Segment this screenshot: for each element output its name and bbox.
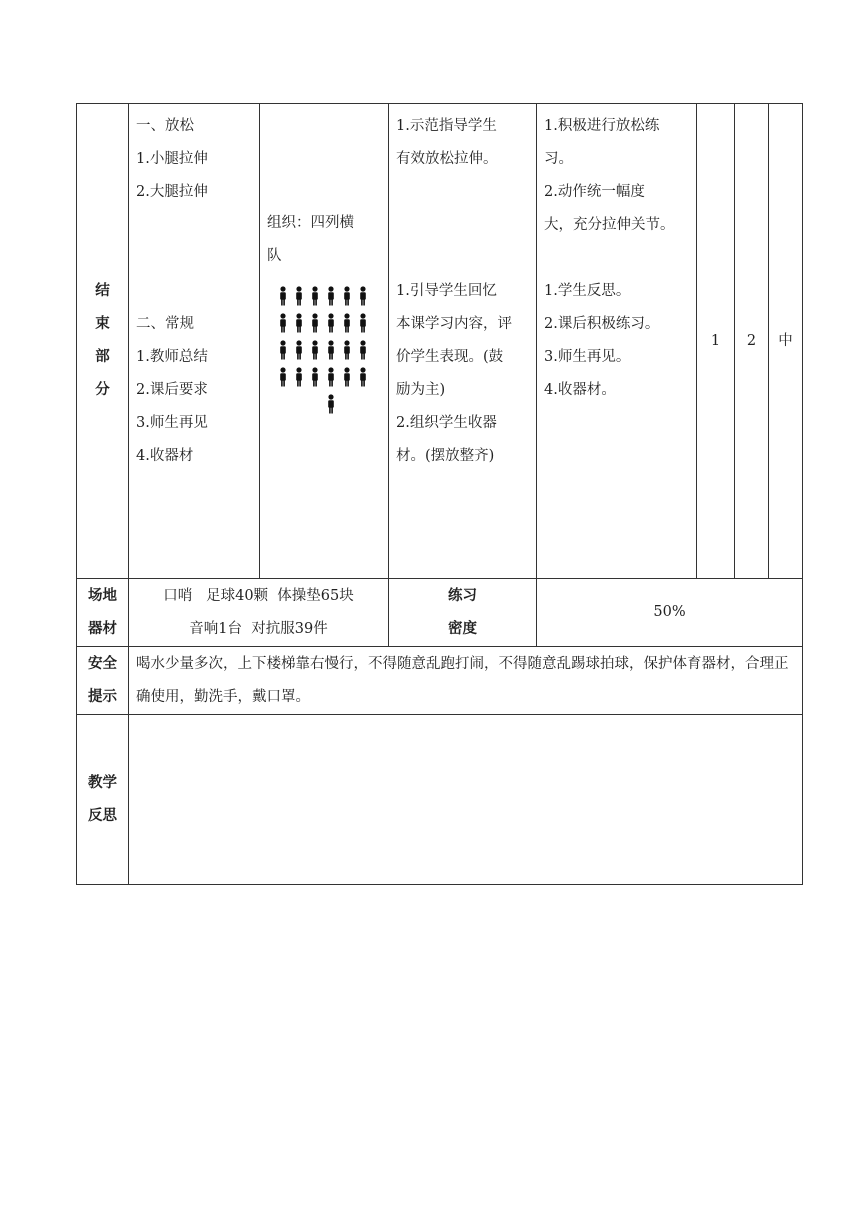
teacher-line: 1.引导学生回忆 xyxy=(396,283,497,299)
content-line: 二、常规 xyxy=(136,316,194,332)
content-line: 3.师生再见 xyxy=(136,415,208,431)
student-line: 习。 xyxy=(544,151,573,167)
student-activity-cell xyxy=(537,104,697,579)
person-figure-icon xyxy=(342,367,352,400)
teacher-line: 价学生表现。(鼓 xyxy=(396,349,504,365)
person-figure-icon xyxy=(310,367,320,400)
equipment-items: 口哨 足球40颗 体操垫65块 音响1台 对抗服39件 xyxy=(129,579,389,647)
student-line: 2.动作统一幅度 xyxy=(544,184,645,200)
content-line: 4.收器材 xyxy=(136,448,194,464)
teacher-figure-icon xyxy=(326,394,336,427)
content-cell xyxy=(129,104,260,579)
student-line: 1.积极进行放松练 xyxy=(544,118,660,134)
equipment-row xyxy=(77,579,803,647)
count-cell: 1 xyxy=(697,104,735,579)
reflection-label: 教学 反思 xyxy=(77,715,129,885)
student-line: 1.学生反思。 xyxy=(544,283,631,299)
teacher-line: 2.组织学生收器 xyxy=(396,415,497,431)
organization-line: 组织：四列横 xyxy=(267,215,354,231)
safety-text: 喝水少量多次，上下楼梯靠右慢行，不得随意乱跑打闹，不得随意乱踢球拍球，保护体育器材，合理正确使用，勤洗手，戴口罩。 xyxy=(129,647,803,715)
density-label: 练习 密度 xyxy=(389,579,537,647)
closing-section-row xyxy=(77,104,803,579)
content-line: 2.课后要求 xyxy=(136,382,208,398)
student-line: 大，充分拉伸关节。 xyxy=(544,217,675,233)
person-figure-icon xyxy=(278,367,288,400)
content-line: 一、放松 xyxy=(136,118,194,134)
student-line: 4.收器材。 xyxy=(544,382,616,398)
formation-diagram xyxy=(260,273,388,424)
intensity-cell: 中 xyxy=(769,104,803,579)
content-line: 1.小腿拉伸 xyxy=(136,151,208,167)
student-line: 3.师生再见。 xyxy=(544,349,631,365)
safety-row xyxy=(77,647,803,715)
safety-label: 安全 提示 xyxy=(77,647,129,715)
section-label: 结 束 部 分 xyxy=(77,104,129,579)
reflection-text[interactable] xyxy=(129,715,803,885)
time-cell: 2 xyxy=(735,104,769,579)
lesson-plan-table xyxy=(76,103,803,885)
person-figure-icon xyxy=(294,367,304,400)
student-line: 2.课后积极练习。 xyxy=(544,316,660,332)
teacher-line: 本课学习内容，评 xyxy=(396,316,512,332)
teacher-line: 材。(摆放整齐) xyxy=(396,448,495,464)
reflection-row xyxy=(77,715,803,885)
density-value: 50% xyxy=(537,579,803,647)
person-figure-icon xyxy=(358,367,368,400)
equipment-label: 场地 器材 xyxy=(77,579,129,647)
content-line: 1.教师总结 xyxy=(136,349,208,365)
organization-line: 队 xyxy=(267,248,282,264)
teacher-line: 励为主) xyxy=(396,382,446,398)
content-line: 2.大腿拉伸 xyxy=(136,184,208,200)
organization-cell xyxy=(260,104,389,579)
teacher-line: 有效放松拉伸。 xyxy=(396,151,498,167)
teacher-line: 1.示范指导学生 xyxy=(396,118,497,134)
teacher-activity-cell xyxy=(389,104,537,579)
